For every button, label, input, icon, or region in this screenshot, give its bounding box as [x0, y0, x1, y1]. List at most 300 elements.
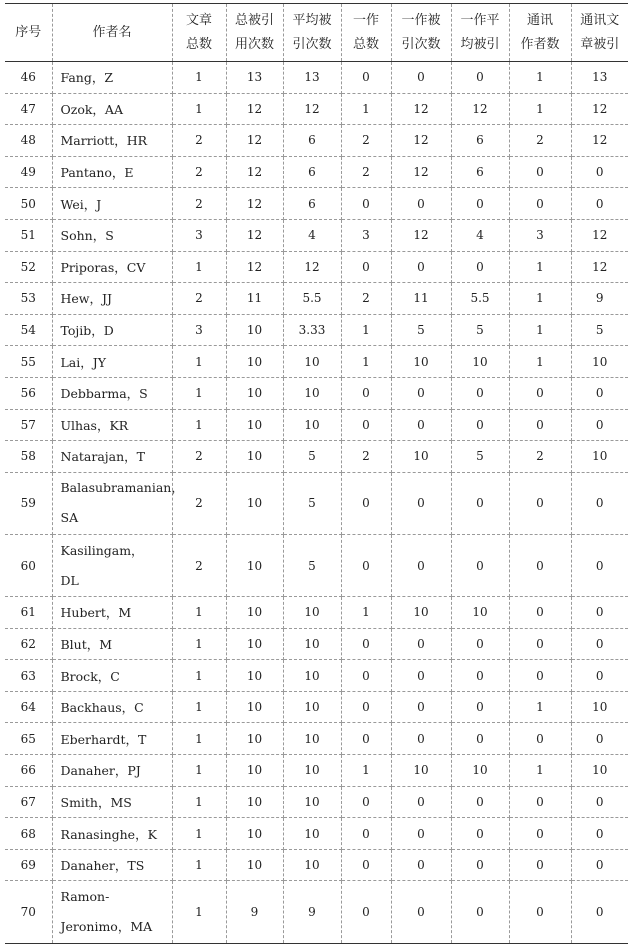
value-cell: 11: [226, 283, 283, 315]
value-cell: 6: [283, 125, 341, 157]
value-cell: 0: [391, 628, 451, 660]
value-cell: 10: [226, 534, 283, 596]
value-cell: 10: [283, 818, 341, 850]
value-cell: 1: [509, 93, 571, 125]
author-name-cell: Natarajan，T: [52, 441, 172, 473]
column-header-line: 平均被: [292, 12, 332, 28]
row-index-cell: 47: [5, 93, 52, 125]
value-cell: 10: [283, 377, 341, 409]
author-name-cell: Ramon- Jeronimo，MA: [52, 881, 172, 943]
value-cell: 10: [226, 346, 283, 378]
column-header-line: 一作被: [401, 12, 441, 28]
row-index-cell: 56: [5, 377, 52, 409]
author-name-cell: Debbarma，S: [52, 377, 172, 409]
value-cell: 10: [226, 472, 283, 534]
value-cell: 1: [172, 660, 226, 692]
value-cell: 12: [391, 156, 451, 188]
value-cell: 4: [451, 219, 509, 251]
table-row: [5, 377, 628, 409]
value-cell: 0: [571, 156, 628, 188]
row-index-cell: 57: [5, 409, 52, 441]
value-cell: 12: [391, 219, 451, 251]
table-row: [5, 786, 628, 818]
table-row: [5, 251, 628, 283]
value-cell: 0: [391, 660, 451, 692]
value-cell: 0: [391, 786, 451, 818]
value-cell: 3.33: [283, 314, 341, 346]
value-cell: 1: [509, 251, 571, 283]
value-cell: 10: [226, 660, 283, 692]
table-row: [5, 93, 628, 125]
value-cell: 0: [571, 818, 628, 850]
row-index-cell: 46: [5, 62, 52, 94]
value-cell: 10: [283, 409, 341, 441]
author-name-cell: Priporas，CV: [52, 251, 172, 283]
value-cell: 5.5: [451, 283, 509, 315]
value-cell: 0: [341, 251, 391, 283]
column-header: [172, 4, 226, 62]
value-cell: 0: [451, 881, 509, 943]
value-cell: 10: [283, 660, 341, 692]
value-cell: 10: [391, 597, 451, 629]
value-cell: 10: [391, 346, 451, 378]
value-cell: 10: [226, 377, 283, 409]
value-cell: 0: [509, 156, 571, 188]
value-cell: 1: [172, 628, 226, 660]
value-cell: 2: [341, 441, 391, 473]
value-cell: 0: [391, 881, 451, 943]
value-cell: 0: [571, 881, 628, 943]
value-cell: 0: [509, 786, 571, 818]
value-cell: 10: [283, 723, 341, 755]
value-cell: 10: [391, 755, 451, 787]
column-header-line: 通讯: [526, 12, 553, 28]
column-header-line: 均被引: [460, 36, 500, 52]
value-cell: 0: [451, 409, 509, 441]
author-name-cell: Danaher，TS: [52, 849, 172, 881]
value-cell: 0: [391, 409, 451, 441]
author-name-cell: Backhaus，C: [52, 691, 172, 723]
column-header: [509, 4, 571, 62]
value-cell: 1: [172, 346, 226, 378]
value-cell: 0: [571, 377, 628, 409]
value-cell: 0: [509, 534, 571, 596]
value-cell: 0: [391, 251, 451, 283]
value-cell: 0: [451, 786, 509, 818]
value-cell: 12: [283, 93, 341, 125]
column-header-line: 文章: [185, 12, 212, 28]
value-cell: 1: [341, 597, 391, 629]
author-name-cell: Eberhardt，T: [52, 723, 172, 755]
value-cell: 1: [509, 755, 571, 787]
value-cell: 10: [391, 441, 451, 473]
value-cell: 1: [341, 93, 391, 125]
column-header: [52, 4, 172, 62]
author-name-cell: Hew，JJ: [52, 283, 172, 315]
value-cell: 10: [226, 628, 283, 660]
column-header-line: 通讯文: [580, 12, 620, 28]
value-cell: 10: [571, 691, 628, 723]
table-row: [5, 723, 628, 755]
value-cell: 0: [509, 849, 571, 881]
value-cell: 0: [509, 597, 571, 629]
row-index-cell: 69: [5, 849, 52, 881]
column-header-line: 作者数: [520, 36, 560, 52]
value-cell: 1: [509, 314, 571, 346]
value-cell: 3: [509, 219, 571, 251]
table-row: [5, 472, 628, 534]
value-cell: 0: [451, 251, 509, 283]
row-index-cell: 64: [5, 691, 52, 723]
value-cell: 4: [283, 219, 341, 251]
value-cell: 0: [341, 723, 391, 755]
author-name-cell: Ozok，AA: [52, 93, 172, 125]
column-header-line: 用次数: [234, 36, 274, 52]
value-cell: 10: [283, 597, 341, 629]
value-cell: 10: [571, 346, 628, 378]
table-row: [5, 441, 628, 473]
value-cell: 1: [172, 723, 226, 755]
value-cell: 0: [391, 472, 451, 534]
value-cell: 2: [172, 283, 226, 315]
value-cell: 12: [226, 125, 283, 157]
value-cell: 2: [341, 125, 391, 157]
value-cell: 5: [451, 314, 509, 346]
table-row: [5, 314, 628, 346]
table-row: [5, 818, 628, 850]
value-cell: 12: [283, 251, 341, 283]
column-header-line: 作者名: [92, 24, 132, 40]
table-row: [5, 188, 628, 220]
value-cell: 12: [226, 219, 283, 251]
value-cell: 6: [283, 188, 341, 220]
value-cell: 0: [509, 377, 571, 409]
value-cell: 2: [509, 441, 571, 473]
value-cell: 10: [451, 597, 509, 629]
value-cell: 0: [391, 377, 451, 409]
value-cell: 0: [571, 723, 628, 755]
value-cell: 0: [509, 818, 571, 850]
value-cell: 2: [172, 188, 226, 220]
column-header-line: 总被引: [234, 12, 274, 28]
column-header: [391, 4, 451, 62]
value-cell: 0: [391, 849, 451, 881]
row-index-cell: 53: [5, 283, 52, 315]
value-cell: 1: [172, 93, 226, 125]
value-cell: 12: [571, 251, 628, 283]
value-cell: 1: [509, 691, 571, 723]
row-index-cell: 60: [5, 534, 52, 596]
value-cell: 0: [341, 628, 391, 660]
row-index-cell: 54: [5, 314, 52, 346]
row-index-cell: 62: [5, 628, 52, 660]
value-cell: 0: [571, 597, 628, 629]
row-index-cell: 48: [5, 125, 52, 157]
value-cell: 1: [509, 346, 571, 378]
value-cell: 10: [226, 818, 283, 850]
value-cell: 0: [509, 472, 571, 534]
table-row: [5, 660, 628, 692]
value-cell: 6: [451, 156, 509, 188]
value-cell: 11: [391, 283, 451, 315]
table-row: [5, 691, 628, 723]
row-index-cell: 58: [5, 441, 52, 473]
table-body: [5, 62, 628, 944]
value-cell: 1: [341, 346, 391, 378]
value-cell: 10: [283, 786, 341, 818]
value-cell: 0: [571, 660, 628, 692]
column-header-line: 一作: [352, 12, 379, 28]
table-row: [5, 849, 628, 881]
value-cell: 0: [341, 409, 391, 441]
value-cell: 0: [341, 62, 391, 94]
value-cell: 5: [451, 441, 509, 473]
table-row: [5, 881, 628, 943]
table-row: [5, 628, 628, 660]
value-cell: 12: [391, 93, 451, 125]
author-name-cell: Tojib，D: [52, 314, 172, 346]
value-cell: 3: [172, 314, 226, 346]
value-cell: 5: [391, 314, 451, 346]
value-cell: 0: [451, 377, 509, 409]
row-index-cell: 50: [5, 188, 52, 220]
value-cell: 0: [509, 660, 571, 692]
author-name-cell: Danaher，PJ: [52, 755, 172, 787]
value-cell: 0: [391, 818, 451, 850]
author-name-cell: Wei，J: [52, 188, 172, 220]
value-cell: 2: [172, 441, 226, 473]
value-cell: 0: [451, 723, 509, 755]
value-cell: 10: [226, 441, 283, 473]
value-cell: 10: [226, 314, 283, 346]
column-header: [451, 4, 509, 62]
value-cell: 0: [391, 62, 451, 94]
table-row: [5, 283, 628, 315]
value-cell: 0: [341, 377, 391, 409]
table-row: [5, 156, 628, 188]
value-cell: 9: [571, 283, 628, 315]
value-cell: 10: [451, 755, 509, 787]
row-index-cell: 66: [5, 755, 52, 787]
value-cell: 0: [571, 786, 628, 818]
row-index-cell: 52: [5, 251, 52, 283]
value-cell: 0: [509, 628, 571, 660]
column-header-line: 总数: [185, 36, 212, 52]
value-cell: 1: [509, 283, 571, 315]
value-cell: 3: [341, 219, 391, 251]
row-index-cell: 55: [5, 346, 52, 378]
value-cell: 6: [451, 125, 509, 157]
table-row: [5, 346, 628, 378]
value-cell: 0: [451, 660, 509, 692]
value-cell: 13: [283, 62, 341, 94]
value-cell: 0: [341, 881, 391, 943]
value-cell: 10: [283, 346, 341, 378]
value-cell: 0: [451, 472, 509, 534]
column-header: [226, 4, 283, 62]
value-cell: 12: [226, 93, 283, 125]
author-name-cell: Lai，JY: [52, 346, 172, 378]
value-cell: 10: [226, 786, 283, 818]
author-name-cell: Brock，C: [52, 660, 172, 692]
value-cell: 0: [341, 534, 391, 596]
value-cell: 9: [226, 881, 283, 943]
value-cell: 2: [172, 156, 226, 188]
table-row: [5, 755, 628, 787]
author-name-cell: Ranasinghe，K: [52, 818, 172, 850]
value-cell: 1: [172, 691, 226, 723]
column-header-line: 总数: [352, 36, 379, 52]
value-cell: 10: [283, 755, 341, 787]
value-cell: 0: [391, 723, 451, 755]
author-name-cell: Sohn，S: [52, 219, 172, 251]
header-row: [5, 4, 628, 62]
value-cell: 5: [283, 534, 341, 596]
value-cell: 12: [226, 156, 283, 188]
value-cell: 10: [226, 691, 283, 723]
value-cell: 0: [571, 534, 628, 596]
value-cell: 1: [172, 597, 226, 629]
value-cell: 10: [226, 849, 283, 881]
value-cell: 0: [341, 691, 391, 723]
value-cell: 1: [172, 881, 226, 943]
value-cell: 9: [283, 881, 341, 943]
value-cell: 13: [226, 62, 283, 94]
value-cell: 0: [451, 62, 509, 94]
value-cell: 2: [341, 156, 391, 188]
value-cell: 0: [509, 723, 571, 755]
table-row: [5, 125, 628, 157]
value-cell: 5: [283, 441, 341, 473]
value-cell: 0: [391, 188, 451, 220]
table-row: [5, 597, 628, 629]
table-row: [5, 534, 628, 596]
author-name-cell: Balasubramanian， SA: [52, 472, 172, 534]
value-cell: 0: [451, 849, 509, 881]
value-cell: 13: [571, 62, 628, 94]
author-name-cell: Kasilingam， DL: [52, 534, 172, 596]
value-cell: 10: [226, 409, 283, 441]
value-cell: 0: [571, 409, 628, 441]
value-cell: 0: [509, 188, 571, 220]
row-index-cell: 68: [5, 818, 52, 850]
value-cell: 0: [451, 818, 509, 850]
table-row: [5, 219, 628, 251]
value-cell: 5.5: [283, 283, 341, 315]
value-cell: 1: [172, 62, 226, 94]
column-header: [5, 4, 52, 62]
column-header-line: 引次数: [292, 36, 332, 52]
column-header-line: 一作平: [460, 12, 500, 28]
column-header-line: 序号: [15, 24, 42, 40]
value-cell: 1: [172, 377, 226, 409]
value-cell: 2: [341, 283, 391, 315]
value-cell: 2: [509, 125, 571, 157]
value-cell: 5: [571, 314, 628, 346]
author-name-cell: Ulhas，KR: [52, 409, 172, 441]
value-cell: 1: [172, 755, 226, 787]
value-cell: 10: [283, 691, 341, 723]
table-header: [5, 4, 628, 62]
author-name-cell: Fang，Z: [52, 62, 172, 94]
table-row: [5, 62, 628, 94]
column-header-line: 引次数: [401, 36, 441, 52]
value-cell: 1: [509, 62, 571, 94]
value-cell: 1: [172, 409, 226, 441]
value-cell: 10: [283, 849, 341, 881]
table-row: [5, 409, 628, 441]
value-cell: 1: [172, 849, 226, 881]
value-cell: 12: [571, 125, 628, 157]
row-index-cell: 63: [5, 660, 52, 692]
value-cell: 10: [226, 597, 283, 629]
value-cell: 5: [283, 472, 341, 534]
row-index-cell: 59: [5, 472, 52, 534]
row-index-cell: 67: [5, 786, 52, 818]
row-index-cell: 61: [5, 597, 52, 629]
value-cell: 12: [571, 219, 628, 251]
value-cell: 0: [451, 534, 509, 596]
value-cell: 12: [451, 93, 509, 125]
value-cell: 0: [571, 849, 628, 881]
value-cell: 0: [571, 628, 628, 660]
value-cell: 0: [391, 691, 451, 723]
value-cell: 1: [172, 786, 226, 818]
value-cell: 0: [341, 472, 391, 534]
value-cell: 0: [451, 628, 509, 660]
value-cell: 2: [172, 534, 226, 596]
value-cell: 0: [509, 409, 571, 441]
value-cell: 12: [391, 125, 451, 157]
row-index-cell: 49: [5, 156, 52, 188]
value-cell: 0: [341, 188, 391, 220]
row-index-cell: 51: [5, 219, 52, 251]
author-name-cell: Smith，MS: [52, 786, 172, 818]
value-cell: 10: [571, 441, 628, 473]
column-header: [571, 4, 628, 62]
value-cell: 0: [341, 786, 391, 818]
value-cell: 0: [571, 472, 628, 534]
author-name-cell: Blut，M: [52, 628, 172, 660]
value-cell: 1: [341, 314, 391, 346]
row-index-cell: 70: [5, 881, 52, 943]
author-name-cell: Pantano，E: [52, 156, 172, 188]
column-header: [341, 4, 391, 62]
value-cell: 6: [283, 156, 341, 188]
author-name-cell: Hubert，M: [52, 597, 172, 629]
value-cell: 12: [226, 188, 283, 220]
value-cell: 0: [451, 691, 509, 723]
value-cell: 10: [226, 755, 283, 787]
value-cell: 1: [172, 251, 226, 283]
column-header: [283, 4, 341, 62]
value-cell: 1: [341, 755, 391, 787]
value-cell: 1: [172, 818, 226, 850]
author-citation-table: [5, 3, 628, 944]
value-cell: 0: [341, 660, 391, 692]
value-cell: 12: [571, 93, 628, 125]
value-cell: 0: [391, 534, 451, 596]
value-cell: 10: [451, 346, 509, 378]
column-header-line: 章被引: [580, 36, 620, 52]
value-cell: 2: [172, 125, 226, 157]
value-cell: 12: [226, 251, 283, 283]
value-cell: 0: [451, 188, 509, 220]
author-name-cell: Marriott，HR: [52, 125, 172, 157]
row-index-cell: 65: [5, 723, 52, 755]
value-cell: 0: [571, 188, 628, 220]
value-cell: 0: [509, 881, 571, 943]
